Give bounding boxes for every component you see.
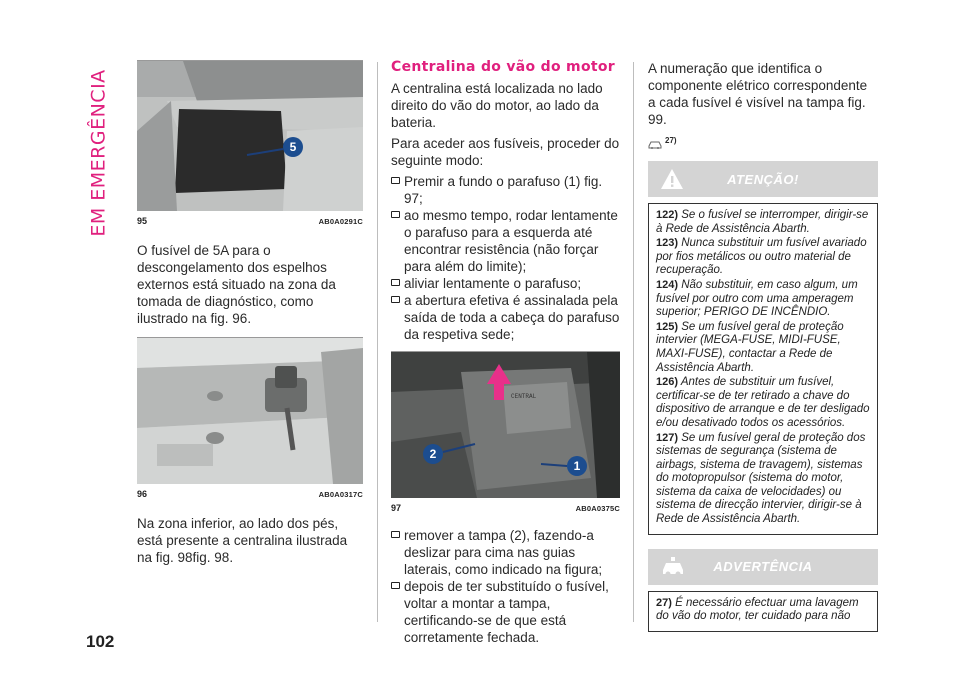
attention-item-number: 126) bbox=[656, 376, 679, 389]
step-item bbox=[391, 207, 620, 275]
attention-item-text: Se um fusível geral de proteção dos sistemas de segurança (sistema de airbags, sistema de travagem), sistemas do motopropulsor (sistema do motor, sistema da caixa de velocidades) ou sistema de direcção intervier, dirigir-se à Rede de Assistência Abarth. bbox=[656, 431, 866, 526]
attention-item-text: Não substituir, em caso algum, um fusível por outro com uma amperagem superior; PERIGO DE INCÊNDIO. bbox=[656, 278, 858, 319]
attention-item-number: 124) bbox=[656, 278, 679, 291]
figure-96-code: AB0A0317C bbox=[318, 490, 363, 499]
section-title bbox=[82, 56, 116, 250]
figure-97-number: 97 bbox=[391, 503, 402, 513]
figure-96-caption bbox=[137, 486, 363, 503]
figure-95-callout: 5 bbox=[289, 140, 297, 154]
attention-item bbox=[656, 279, 870, 320]
figure-95-photo bbox=[137, 61, 363, 211]
step-item bbox=[391, 173, 620, 207]
col2-para-1: A centralina está localizada no lado direito do vão do motor, ao lado da bateria. bbox=[391, 81, 603, 130]
figure-96-number: 96 bbox=[137, 489, 148, 499]
svg-text:CENTRAL: CENTRAL bbox=[511, 393, 537, 400]
checkbox-icon bbox=[391, 207, 404, 275]
checkbox-icon bbox=[391, 173, 404, 207]
attention-body bbox=[648, 203, 878, 535]
attention-item-number: 127) bbox=[656, 431, 679, 444]
figure-95-code: AB0A0291C bbox=[318, 217, 363, 226]
attention-header bbox=[648, 161, 878, 197]
checkbox-icon bbox=[391, 292, 404, 343]
column-2 bbox=[391, 60, 620, 646]
step-item bbox=[391, 292, 620, 343]
checkbox-icon bbox=[391, 275, 404, 292]
car-icon bbox=[660, 556, 686, 578]
figure-95-number: 95 bbox=[137, 216, 148, 226]
step-item bbox=[391, 275, 620, 292]
attention-item-text: Nunca substituir um fusível avariado por fios metálicos ou outro material de recuperação. bbox=[656, 237, 867, 277]
section-title-text: EM EMERGÊNCIA bbox=[88, 69, 111, 237]
figure-96-photo bbox=[137, 338, 363, 484]
attention-item bbox=[656, 209, 870, 236]
figure-97-caption bbox=[391, 500, 620, 517]
warning-box bbox=[648, 549, 878, 632]
warning-item bbox=[656, 597, 870, 624]
car-warning-icon bbox=[648, 137, 662, 149]
warning-title: ADVERTÊNCIA bbox=[713, 559, 813, 575]
attention-item bbox=[656, 321, 870, 375]
attention-item-number: 123) bbox=[656, 237, 679, 250]
step-item bbox=[391, 578, 620, 646]
checkbox-icon bbox=[391, 578, 404, 646]
attention-item-number: 122) bbox=[656, 209, 679, 221]
attention-item-text: Se um fusível geral de proteção intervier (MEGA-FUSE, MIDI-FUSE, MAXI-FUSE), contactar a Rede de Assistência Abarth. bbox=[656, 320, 844, 374]
attention-item bbox=[656, 237, 870, 278]
col2-para-2: Para aceder aos fusíveis, proceder do seguinte modo: bbox=[391, 136, 620, 168]
warning-body bbox=[648, 591, 878, 632]
warning-item-text: É necessário efectuar uma lavagem do vão do motor, ter cuidado para não bbox=[656, 596, 859, 623]
attention-item bbox=[656, 376, 870, 430]
section-heading: Centralina do vão do motor bbox=[391, 59, 615, 75]
attention-title: ATENÇÃO! bbox=[727, 171, 799, 187]
column-3 bbox=[648, 60, 878, 632]
attention-box bbox=[648, 161, 878, 535]
warning-item-number: 27) bbox=[656, 596, 672, 609]
step-item bbox=[391, 527, 620, 578]
step-text: depois de ter substituído o fusível, voltar a montar a tampa, certificando-se de que está corretamente fechada. bbox=[404, 579, 609, 645]
figure-96 bbox=[137, 337, 363, 503]
attention-item-number: 125) bbox=[656, 320, 679, 333]
figure-97-photo bbox=[391, 352, 620, 498]
step-text: a abertura efetiva é assinalada pela saída de toda a cabeça do parafuso da respetiva sede; bbox=[404, 293, 620, 342]
figure-95 bbox=[137, 60, 363, 230]
attention-item bbox=[656, 432, 870, 527]
step-text: Premir a fundo o parafuso (1) fig. 97; bbox=[404, 174, 603, 206]
warning-header bbox=[648, 549, 878, 585]
col1-para-1: O fusível de 5A para o descongelamento dos espelhos externos está situado na zona da tomada de diagnóstico, como ilustrado na fig. 96. bbox=[137, 243, 336, 326]
figure-97-callout-2: 2 bbox=[429, 447, 437, 461]
reference-note-number: 27) bbox=[665, 136, 677, 145]
figure-97-code: AB0A0375C bbox=[575, 504, 620, 513]
col1-para-2: Na zona inferior, ao lado dos pés, está presente a centralina ilustrada na fig. 98fig. 98. bbox=[137, 516, 348, 565]
attention-item-text: Antes de substituir um fusível, certificar-se de ter retirado a chave do dispositivo de arranque e de ter desligado e/ou desativado todos os acessórios. bbox=[656, 376, 870, 429]
checkbox-icon bbox=[391, 527, 404, 578]
page-number: 102 bbox=[86, 632, 115, 651]
figure-95-caption bbox=[137, 213, 363, 230]
reference-note bbox=[648, 132, 878, 149]
step-text: remover a tampa (2), fazendo-a deslizar para cima nas guias laterais, como indicado na figura; bbox=[404, 528, 603, 577]
col3-para-1: A numeração que identifica o componente elétrico correspondente a cada fusível é visível na tampa fig. 99. bbox=[648, 61, 868, 127]
figure-97-callout-1: 1 bbox=[573, 459, 581, 473]
attention-item-text: Se o fusível se interromper, dirigir-se à Rede de Assistência Abarth. bbox=[656, 209, 869, 235]
step-text: ao mesmo tempo, rodar lentamente o parafuso para a esquerda até encontrar resistência (não forçar para além do limite); bbox=[404, 208, 618, 274]
figure-97 bbox=[391, 351, 620, 517]
warning-triangle-icon bbox=[660, 168, 684, 190]
column-divider-2 bbox=[633, 62, 634, 622]
column-1 bbox=[137, 60, 363, 570]
column-divider-1 bbox=[377, 62, 378, 622]
step-text: aliviar lentamente o parafuso; bbox=[404, 276, 582, 291]
